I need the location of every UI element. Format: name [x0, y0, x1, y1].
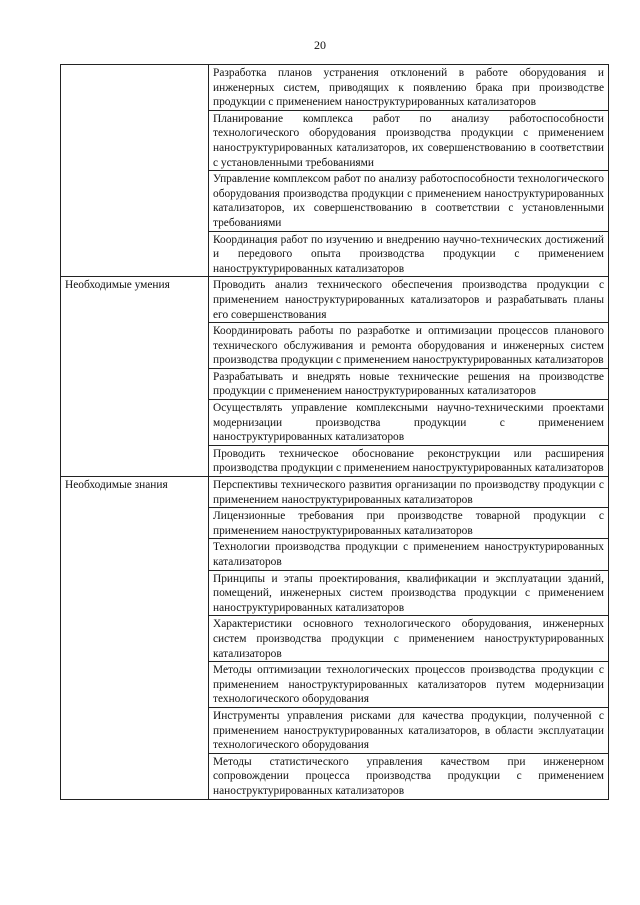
requirement-text-cell: Технологии производства продукции с применением наноструктурированных катализаторов [209, 539, 609, 570]
requirement-text-cell: Координация работ по изучению и внедрению научно-технических достижений и передового опыта производства продукции с применением наноструктурированных катализаторов [209, 231, 609, 277]
requirements-table [60, 64, 609, 800]
table-row [61, 277, 609, 323]
table-row [61, 477, 609, 508]
requirement-text-cell: Перспективы технического развития организации по производству продукции с применением наноструктурированных катализаторов [209, 477, 609, 508]
requirement-text-cell: Характеристики основного технологического оборудования, инженерных систем производства продукции с применением наноструктурированных катализаторов [209, 616, 609, 662]
section-label-cell [61, 65, 209, 277]
table-row [61, 65, 609, 111]
requirement-text-cell: Методы статистического управления качеством при инженерном сопровождении процесса производства продукции с применением наноструктурированных катализаторов [209, 753, 609, 799]
requirement-text-cell: Разработка планов устранения отклонений в работе оборудования и инженерных систем, приводящих к появлению брака при производстве продукции с применением наноструктурированных катализаторов [209, 65, 609, 111]
requirement-text-cell: Осуществлять управление комплексными научно-техническими проектами модернизации производства продукции с применением наноструктурированных катализаторов [209, 400, 609, 446]
requirement-text-cell: Планирование комплекса работ по анализу работоспособности технологического оборудования производства продукции с применением наноструктурированных катализаторов, их совершенствованию в соответствии с установленными требованиями [209, 110, 609, 170]
requirement-text-cell: Методы оптимизации технологических процессов производства продукции с применением наноструктурированных катализаторов путем модернизации технологического оборудования [209, 662, 609, 708]
requirement-text-cell: Управление комплексом работ по анализу работоспособности технологического оборудования производства продукции с применением наноструктурированных катализаторов, их совершенствованию в соответствии с установленными требованиями [209, 171, 609, 231]
requirement-text-cell: Принципы и этапы проектирования, квалификации и эксплуатации зданий, помещений, инженерных систем производства продукции с применением наноструктурированных катализаторов [209, 570, 609, 616]
requirement-text-cell: Координировать работы по разработке и оптимизации процессов планового технического обслуживания и ремонта оборудования и инженерных систем производства продукции с применением наноструктурированных катализаторов [209, 323, 609, 369]
section-label-cell: Необходимые умения [61, 277, 209, 477]
requirement-text-cell: Инструменты управления рисками для качества продукции, полученной с применением наноструктурированных катализаторов, в области эксплуатации технологического оборудования [209, 707, 609, 753]
requirements-table-body [61, 65, 609, 800]
page-number: 20 [314, 38, 326, 52]
requirement-text-cell: Проводить техническое обоснование реконструкции или расширения производства продукции с применением наноструктурированных катализаторов [209, 445, 609, 476]
requirement-text-cell: Разрабатывать и внедрять новые технические решения на производстве продукции с применением наноструктурированных катализаторов [209, 368, 609, 399]
section-label-cell: Необходимые знания [61, 477, 209, 799]
requirement-text-cell: Проводить анализ технического обеспечения производства продукции с применением наноструктурированных катализаторов и разрабатывать планы его совершенствования [209, 277, 609, 323]
requirement-text-cell: Лицензионные требования при производстве товарной продукции с применением наноструктурированных катализаторов [209, 508, 609, 539]
